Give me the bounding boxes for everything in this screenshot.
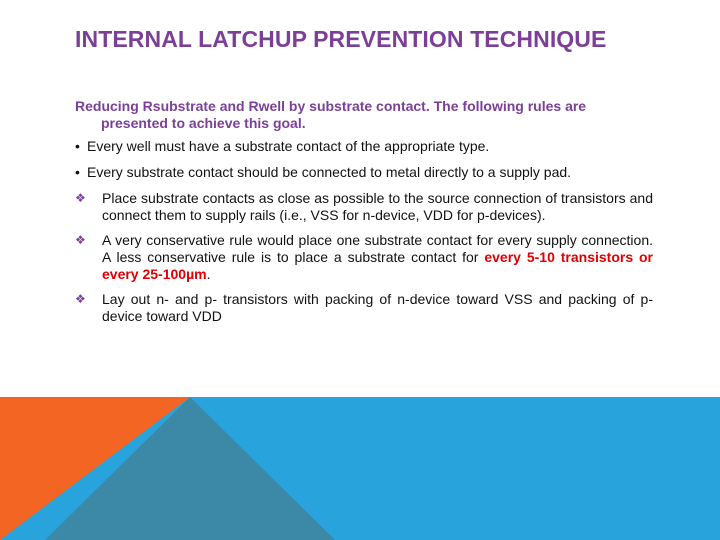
- diamond-bullet-icon: ❖: [75, 191, 86, 205]
- dot-bullet-text: Every substrate contact should be connected to metal directly to a supply pad.: [87, 164, 572, 180]
- diamond-bullet-icon: ❖: [75, 292, 86, 306]
- dot-bullet-text: Every well must have a substrate contact of the appropriate type.: [87, 138, 490, 154]
- diamond-bullet-text: Place substrate contacts as close as possible to the source connection of transistors and connect them to supply rails (i.e., VSS for n-device, VDD for p-devices).: [102, 190, 653, 223]
- bullet-text-before: A very conservative rule would place one substrate contact for every supply connection. A less conservative rule is to place a substrate contact for: [102, 232, 653, 265]
- dot-bullet-marker: •: [75, 164, 80, 180]
- dot-bullet-marker: •: [75, 138, 80, 154]
- bullet-text-after: .: [206, 266, 211, 282]
- highlight-text: every 5-10 transistors or every 25-100µm: [102, 249, 653, 282]
- diamond-bullet-icon: ❖: [75, 233, 86, 247]
- slide-title: INTERNAL LATCHUP PREVENTION TECHNIQUE: [75, 26, 607, 52]
- intro-text: Reducing Rsubstrate and Rwell by substrate contact. The following rules are presented to achieve this goal.: [75, 98, 587, 131]
- diamond-bullet-text: Lay out n- and p- transistors with packing of n-device toward VSS and packing of p-device toward VDD: [102, 291, 653, 324]
